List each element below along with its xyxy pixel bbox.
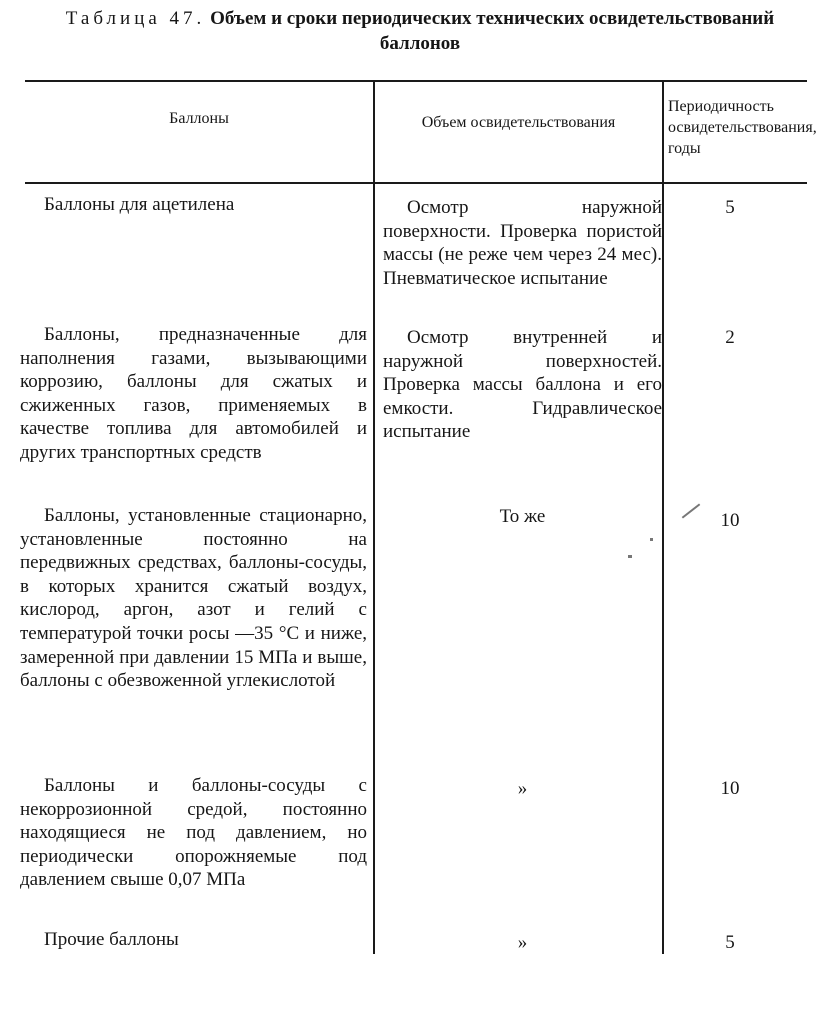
- scan-speck: [628, 555, 632, 558]
- row-4-period: 10: [720, 778, 740, 799]
- column-divider-1: [373, 82, 375, 954]
- table-number: Таблица 47.: [65, 8, 206, 29]
- header-period: Периодичность освидетельствования, годы: [668, 98, 817, 157]
- row-2-cylinders: Баллоны, предназначенные для наполнения газами, вызывающими коррозию, баллоны для сжатых и сжиженных газов, применяемых в качестве топлива для автомобилей и других транспортных средств: [20, 324, 367, 463]
- row-1-scope: Осмотр наружной поверхности. Проверка пористой массы (не реже чем через 24 мес). Пневматическое испытание: [383, 197, 662, 289]
- row-3-scope: То же: [499, 506, 546, 527]
- table-title: [40, 6, 800, 56]
- row-5-cylinders: Прочие баллоны: [44, 929, 179, 950]
- row-5-period: 5: [725, 932, 735, 953]
- row-1-cylinders: Баллоны для ацетилена: [44, 194, 235, 215]
- row-2-period: 2: [725, 327, 735, 348]
- column-divider-2: [662, 82, 664, 954]
- row-2-scope: Осмотр внутренней и наружной поверхностей. Проверка массы баллона и его емкости. Гидравлическое испытание: [383, 327, 662, 443]
- header-rule: [25, 182, 807, 184]
- row-5-scope: »: [517, 932, 528, 953]
- header-cylinders: Баллоны: [169, 110, 229, 127]
- row-1-period: 5: [725, 197, 735, 218]
- row-3-period: 10: [720, 510, 740, 531]
- table-caption: Объем и сроки периодических технических освидетельствований баллонов: [210, 8, 775, 54]
- header-scope: Объем освидетельствования: [421, 114, 616, 131]
- row-3-cylinders: Баллоны, установленные стационарно, установленные постоянно на передвижных средствах, баллоны-сосуды, в которых хранится сжатый воздух, кислород, аргон, азот и гелий с температурой точки росы —35 °C и ниже, замеренной при давлении 15 МПа и выше, баллоны с обезвоженной углекислотой: [20, 505, 367, 692]
- scan-speck: [650, 538, 653, 541]
- row-4-scope: »: [517, 778, 528, 799]
- top-rule: [25, 80, 807, 82]
- row-4-cylinders: Баллоны и баллоны-сосуды с некоррозионной средой, постоянно находящиеся не под давлением, но периодически опорожняемые под давлением свыше 0,07 МПа: [20, 775, 367, 891]
